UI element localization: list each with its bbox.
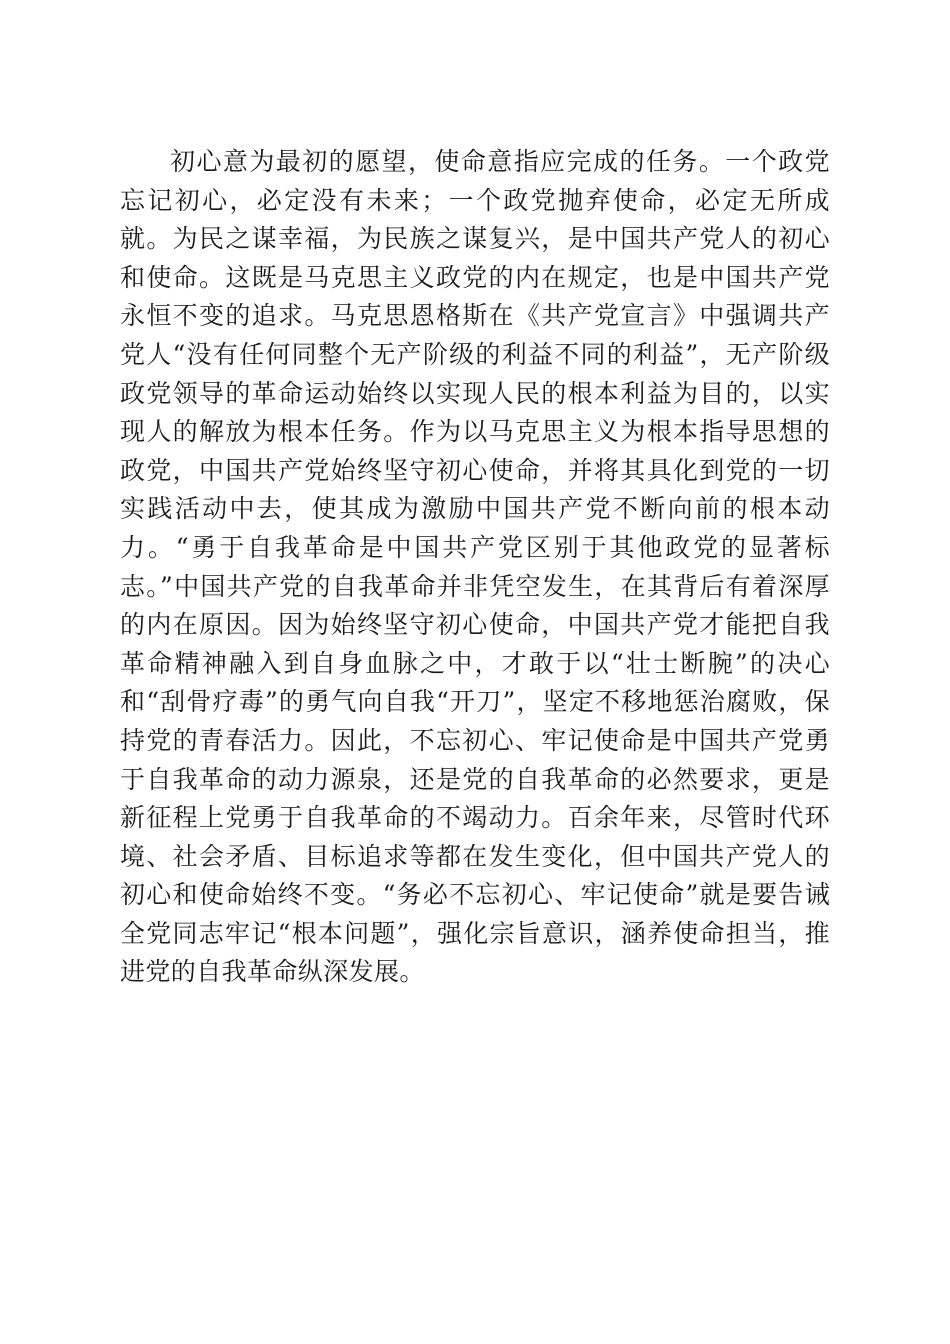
- body-paragraph: 初心意为最初的愿望，使命意指应完成的任务。一个政党忘记初心，必定没有未来；一个政党抛弃使命，必定无所成就。为民之谋幸福，为民族之谋复兴，是中国共产党人的初心和使命。这既是马克思主义政党的内在规定，也是中国共产党永恒不变的追求。马克思恩格斯在《共产党宣言》中强调共产党人“没有任何同整个无产阶级的利益不同的利益”，无产阶级政党领导的革命运动始终以实现人民的根本利益为目的，以实现人的解放为根本任务。作为以马克思主义为根本指导思想的政党，中国共产党始终坚守初心使命，并将其具化到党的一切实践活动中去，使其成为激励中国共产党不断向前的根本动力。“勇于自我革命是中国共产党区别于其他政党的显著标志。”中国共产党的自我革命并非凭空发生，在其背后有着深厚的内在原因。因为始终坚守初心使命，中国共产党才能把自我革命精神融入到自身血脉之中，才敢于以“壮士断腕”的决心和“刮骨疗毒”的勇气向自我“开刀”，坚定不移地惩治腐败，保持党的青春活力。因此，不忘初心、牢记使命是中国共产党勇于自我革命的动力源泉，还是党的自我革命的必然要求，更是新征程上党勇于自我革命的不竭动力。百余年来，尽管时代环境、社会矛盾、目标追求等都在发生变化，但中国共产党人的初心和使命始终不变。“务必不忘初心、牢记使命”就是要告诫全党同志牢记“根本问题”，强化宗旨意识，涵养使命担当，推进党的自我革命纵深发展。: [120, 147, 830, 987]
